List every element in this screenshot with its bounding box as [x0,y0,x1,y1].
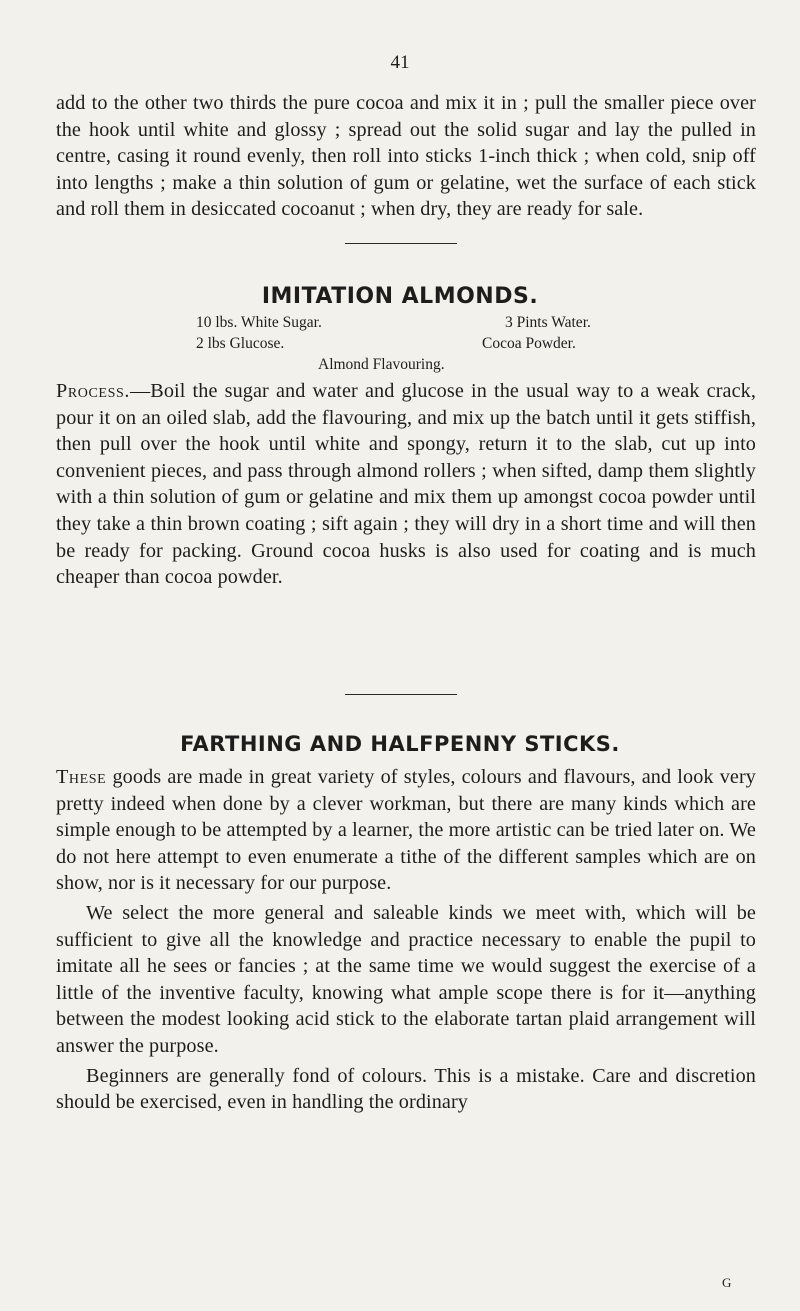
ingredient-glucose: 2 lbs Glucose. [196,335,285,352]
section-title-farthing-sticks: FARTHING AND HALFPENNY STICKS. [180,732,620,756]
paragraph-we-select: We select the more general and saleable kinds we meet with, which will be sufficient to give all the knowledge and practice necessary to enable the pupil to imitate all he sees or fancies ; at the same time we would suggest the exercise of a little of the inventive faculty, knowing what ample scope there is for it—anything between the modest looking acid stick to the elaborate tartan plaid arrangement will answer the purpose. [56,901,756,1057]
ingredient-white-sugar: 10 lbs. White Sugar. [196,314,322,331]
paragraph-these-goods [56,764,756,897]
process-label: Process. [56,380,130,402]
paragraph-beginners: Beginners are generally fond of colours. This is a mistake. Care and discretion should be exercised, even in handling the ordinary [56,1064,756,1114]
section-title-imitation-almonds: IMITATION ALMONDS. [261,284,539,309]
process-paragraph [56,378,756,591]
ingredient-cocoa-powder: Cocoa Powder. [482,335,576,352]
divider-rule-2 [345,694,457,695]
process-text: —Boil the sugar and water and glucose in the usual way to a weak crack, pour it on an oiled slab, add the flavouring, and mix up the batch until it gets stiffish, then pull over the hook until white and spongy, return it to the slab, cut up into convenient pieces, and pass through almond rollers ; when sifted, damp them slightly with a thin solution of gum or gelatine and mix them up amongst cocoa powder until they take a thin brown coating ; sift again ; they will dry in a short time and will then be ready for packing. Ground cocoa husks is also used for coating and is much cheaper than cocoa powder. [56,380,756,589]
process-paragraph-block [56,378,756,591]
intro-paragraph: add to the other two thirds the pure cocoa and mix it in ; pull the smaller piece over the hook until white and glossy ; spread out the solid sugar and lay the pulled in centre, casing it round evenly, then roll into sticks 1-inch thick ; when cold, snip off into lengths ; make a thin solution of gum or gelatine, wet the surface of each stick and roll them in desiccated cocoanut ; when dry, they are ready for sale. [56,92,756,221]
intro-paragraph-block [56,90,756,223]
farthing-sticks-text [56,764,756,1116]
paragraph-lead-word: These [56,766,107,788]
signature-mark: G [722,1275,732,1290]
page-number: 41 [390,52,410,73]
divider-rule [345,243,457,244]
paragraph-these-goods-text: goods are made in great variety of styles, colours and flavours, and look very pretty indeed when done by a clever workman, but there are many kinds which are simple enough to be attempted by a learner, the more artistic can be tried later on. We do not here attempt to even enumerate a tithe of the different samples which are on show, nor is it necessary for our purpose. [56,766,756,895]
ingredient-water: 3 Pints Water. [505,314,591,331]
ingredient-almond-flavouring: Almond Flavouring. [318,356,445,373]
